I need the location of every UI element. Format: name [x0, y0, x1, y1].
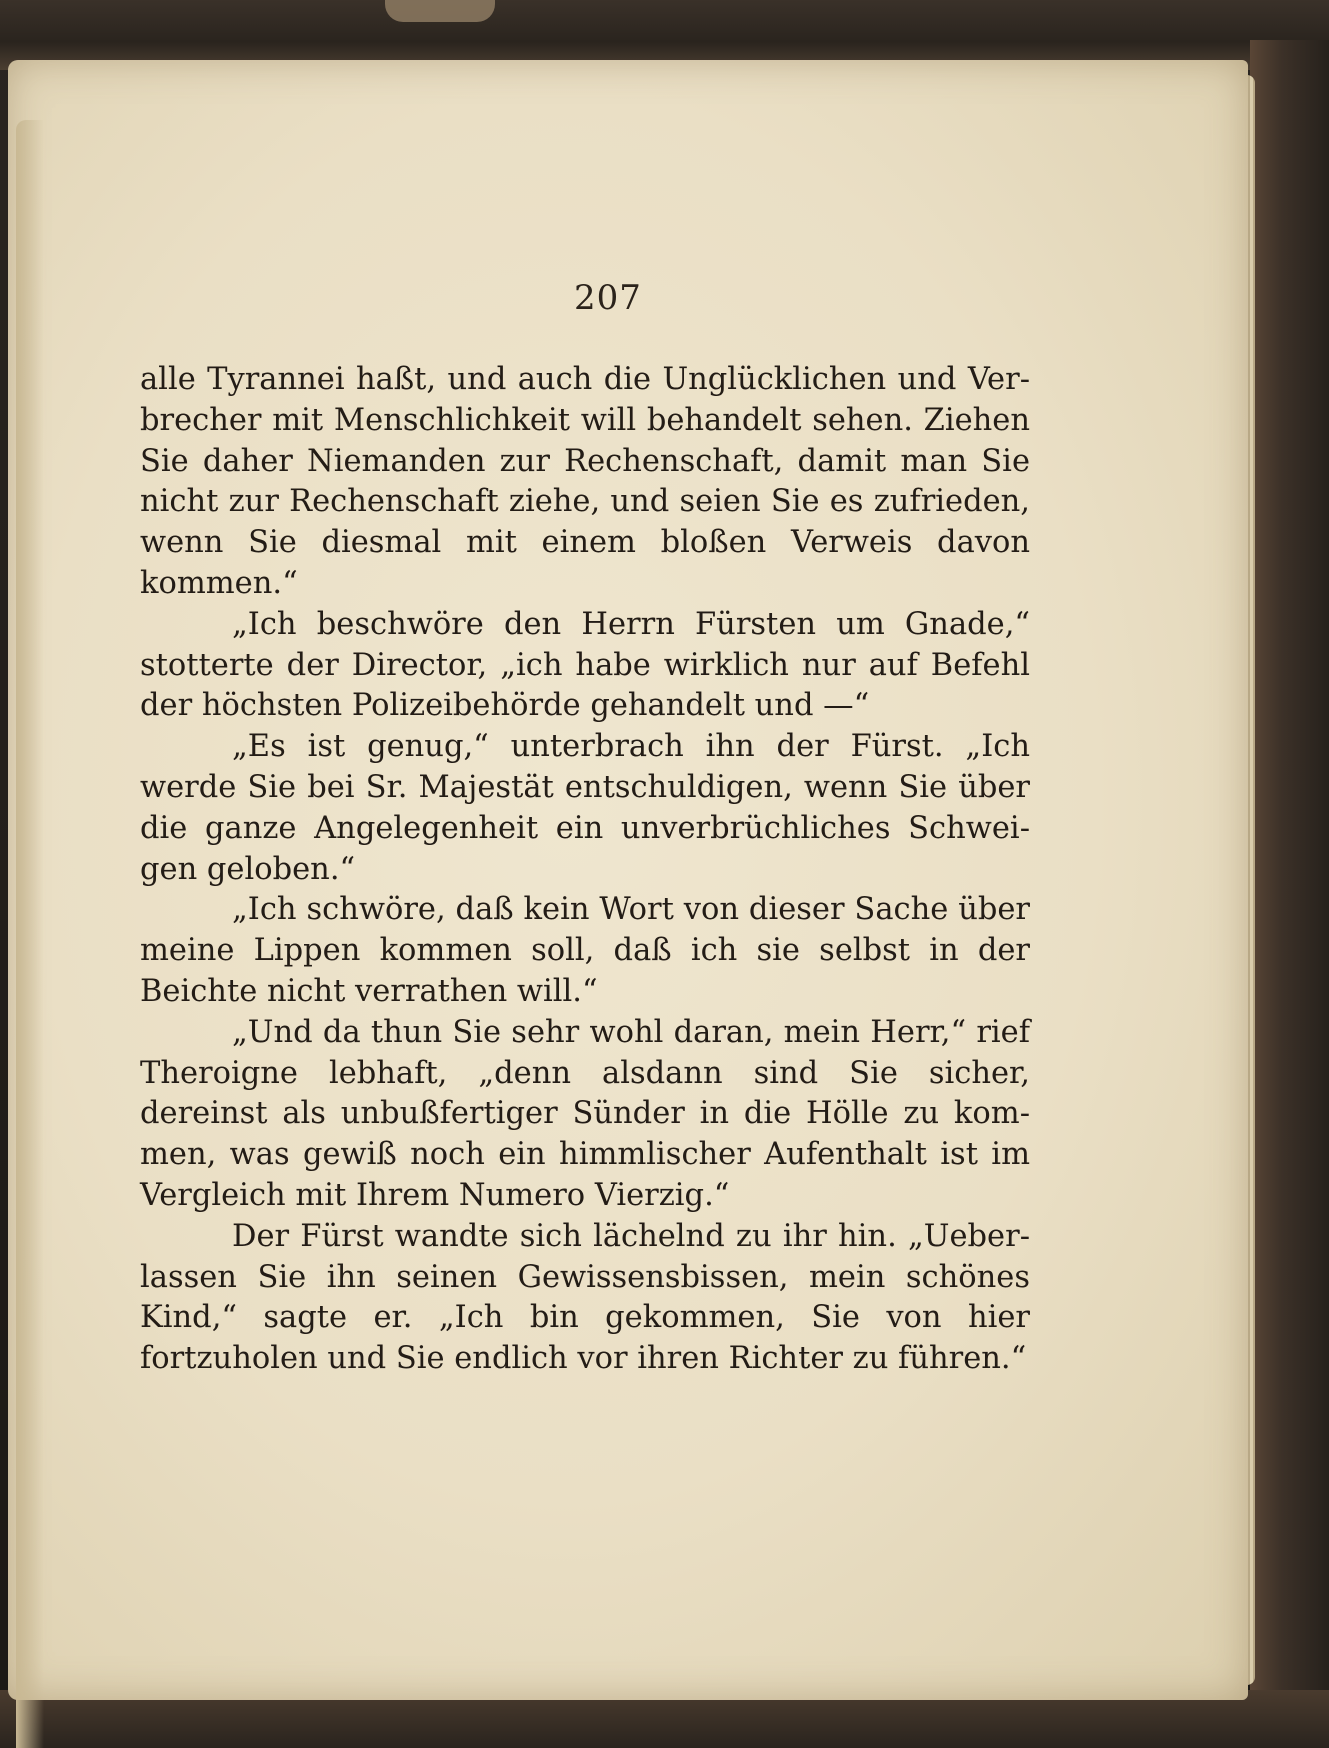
paragraph: „Es ist genug,“ unterbrach ihn der Fürst. „Ich werde Sie bei Sr. Majestät entschuldigen, wenn Sie über die ganze Angelegenheit ein unverbrüchliches Schweigen geloben.“	[140, 729, 1030, 887]
book-cover-right	[1250, 40, 1329, 1720]
paragraph: alle Tyrannei haßt, und auch die Unglücklichen und Verbrecher mit Menschlichkeit will behandelt sehen. Ziehen Sie daher Niemanden zur Rechenschaft, damit man Sie nicht zur Rechenschaft ziehe, und seien Sie es zufrieden, wenn Sie diesmal mit einem bloßen Verweis davon kommen.“	[140, 362, 1030, 601]
bookmark-tab	[385, 0, 495, 22]
paragraph: „Ich beschwöre den Herrn Fürsten um Gnade,“ stotterte der Director, „ich habe wirklich nur auf Befehl der höchsten Polizeibehörde gehandelt und —“	[140, 606, 1030, 724]
paragraph: „Und da thun Sie sehr wohl daran, mein Herr,“ rief Theroigne lebhaft, „denn alsdann sind Sie sicher, dereinst als unbußfertiger Sünder in die Hölle zu kommen, was gewiß noch ein himmlischer Aufenthalt ist im Vergleich mit Ihrem Numero Vierzig.“	[140, 1014, 1030, 1213]
book-page	[8, 60, 1248, 1700]
page-text	[140, 360, 1030, 1380]
page-gutter	[16, 120, 44, 1748]
paragraph: „Ich schwöre, daß kein Wort von dieser Sache über meine Lippen kommen soll, daß ich sie selbst in der Beichte nicht verrathen will.“	[140, 892, 1030, 1009]
page-number: 207	[574, 278, 642, 318]
paragraph: Der Fürst wandte sich lächelnd zu ihr hin. „Ueberlassen Sie ihn seinen Gewissensbissen, mein schönes Kind,“ sagte er. „Ich bin gekommen, Sie von hier fortzuholen und Sie endlich vor ihren Richter zu führen.“	[140, 1218, 1030, 1377]
